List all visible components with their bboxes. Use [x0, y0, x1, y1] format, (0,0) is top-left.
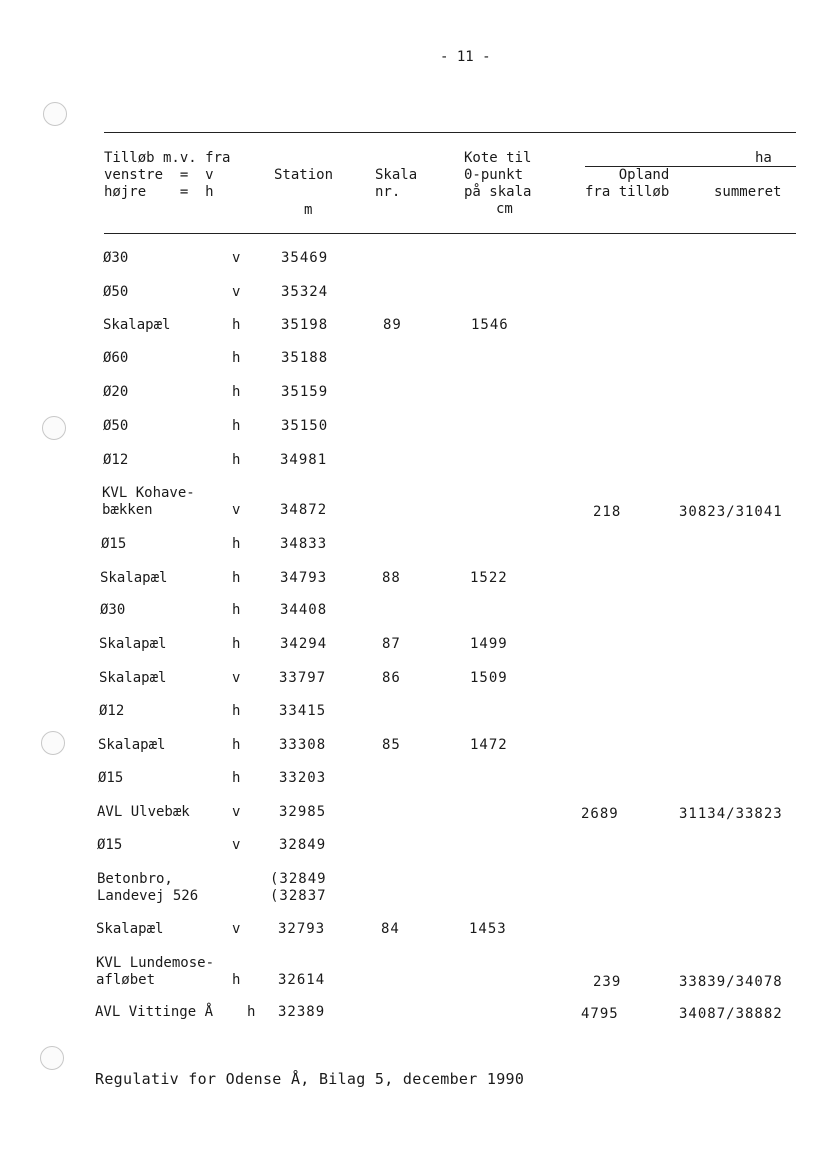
row-side: h [232, 384, 241, 400]
header-summeret: summeret [714, 184, 782, 200]
row-kote: 1472 [470, 737, 508, 753]
header-opland-unit: ha [755, 150, 772, 166]
row-side: v [232, 670, 241, 686]
row-summeret: 31134/33823 [679, 806, 783, 822]
header-tillob-line3: højre = h [104, 184, 214, 200]
row-name: Ø20 [103, 384, 129, 400]
row-station: 33797 [279, 670, 327, 686]
row-station: 34981 [280, 452, 328, 468]
row-side: h [232, 317, 241, 333]
row-skala: 88 [382, 570, 401, 586]
row-name: Skalapæl [98, 737, 166, 753]
row-station: 34833 [280, 536, 328, 552]
row-station: 32614 [278, 972, 326, 988]
row-name: Ø30 [100, 602, 126, 618]
header-kote-line3: på skala [464, 184, 532, 200]
row-summeret: 30823/31041 [679, 504, 783, 520]
header-kote-unit: cm [496, 201, 513, 217]
row-name: Landevej 526 [97, 888, 199, 904]
row-side: h [232, 602, 241, 618]
row-name: Ø15 [97, 837, 123, 853]
row-name: Skalapæl [100, 570, 168, 586]
row-kote: 1509 [470, 670, 508, 686]
row-side: h [232, 972, 241, 988]
row-kote: 1522 [470, 570, 508, 586]
row-name: Skalapæl [99, 636, 167, 652]
row-side: h [232, 536, 241, 552]
row-side: v [232, 837, 241, 853]
row-side: h [232, 770, 241, 786]
row-side: v [232, 921, 241, 937]
header-kote-line2: 0-punkt [464, 167, 524, 183]
row-station: 35324 [281, 284, 329, 300]
footer-text: Regulativ for Odense Å, Bilag 5, december 1990 [95, 1070, 525, 1088]
row-station: 33308 [279, 737, 327, 753]
row-fra-tillob: 239 [593, 974, 622, 990]
header-skala-line2: nr. [375, 184, 401, 200]
row-summeret: 34087/38882 [679, 1006, 783, 1022]
punch-hole-1 [43, 102, 67, 126]
row-fra-tillob: 4795 [581, 1006, 619, 1022]
row-skala: 85 [382, 737, 401, 753]
row-station: 35469 [281, 250, 329, 266]
row-station: 34408 [280, 602, 328, 618]
punch-hole-3 [41, 731, 65, 755]
row-name: Ø15 [101, 536, 127, 552]
row-name: Skalapæl [103, 317, 171, 333]
row-name: Ø60 [103, 350, 129, 366]
row-station: 34294 [280, 636, 328, 652]
table-header-rule [104, 233, 796, 234]
header-tillob-line1: Tilløb m.v. fra [104, 150, 231, 166]
header-station-unit: m [304, 202, 313, 218]
row-skala: 89 [383, 317, 402, 333]
row-name: Ø12 [99, 703, 125, 719]
row-side: v [232, 804, 241, 820]
row-name: afløbet [96, 972, 156, 988]
row-name: Ø50 [103, 284, 129, 300]
header-tillob-line2: venstre = v [104, 167, 214, 183]
row-name: Skalapæl [99, 670, 167, 686]
row-kote: 1499 [470, 636, 508, 652]
row-name: Ø15 [98, 770, 124, 786]
row-station: 32985 [279, 804, 327, 820]
row-skala: 84 [381, 921, 400, 937]
row-fra-tillob: 2689 [581, 806, 619, 822]
row-side: v [232, 284, 241, 300]
row-side: h [232, 452, 241, 468]
row-station: 32389 [278, 1004, 326, 1020]
row-name: KVL Kohave- [102, 485, 195, 501]
row-station: 35188 [281, 350, 329, 366]
row-name: Skalapæl [96, 921, 164, 937]
row-station: 34793 [280, 570, 328, 586]
row-name: AVL Vittinge Å [95, 1004, 214, 1020]
row-station: 35159 [281, 384, 329, 400]
header-station: Station [274, 167, 334, 183]
row-station: 32849 [279, 837, 327, 853]
header-fra-tillob: fra tilløb [585, 184, 670, 200]
row-station: 33415 [279, 703, 327, 719]
row-side: v [232, 502, 241, 518]
row-side: h [232, 570, 241, 586]
row-station: 34872 [280, 502, 328, 518]
row-station: (32849 [270, 871, 327, 887]
row-station: (32837 [270, 888, 327, 904]
row-skala: 87 [382, 636, 401, 652]
header-opland [585, 150, 796, 183]
row-name: Ø30 [103, 250, 129, 266]
punch-hole-2 [42, 416, 66, 440]
row-side: v [232, 250, 241, 266]
row-side: h [247, 1004, 256, 1020]
row-name: Ø50 [103, 418, 129, 434]
table-top-rule [104, 132, 796, 133]
row-name: Ø12 [103, 452, 129, 468]
header-kote-line1: Kote til [464, 150, 532, 166]
row-station: 32793 [278, 921, 326, 937]
row-name: KVL Lundemose- [96, 955, 215, 971]
row-skala: 86 [382, 670, 401, 686]
row-station: 35150 [281, 418, 329, 434]
row-fra-tillob: 218 [593, 504, 622, 520]
page-number: - 11 - [440, 49, 491, 65]
row-name: Betonbro, [97, 871, 173, 887]
header-opland-label: Opland [618, 167, 670, 183]
row-side: h [232, 418, 241, 434]
row-side: h [232, 737, 241, 753]
row-side: h [232, 636, 241, 652]
row-name: AVL Ulvebæk [97, 804, 190, 820]
row-summeret: 33839/34078 [679, 974, 783, 990]
punch-hole-4 [40, 1046, 64, 1070]
row-side: h [232, 703, 241, 719]
row-kote: 1453 [469, 921, 507, 937]
row-side: h [232, 350, 241, 366]
row-station: 35198 [281, 317, 329, 333]
row-kote: 1546 [471, 317, 509, 333]
row-station: 33203 [279, 770, 327, 786]
header-skala-line1: Skala [375, 167, 418, 183]
row-name: bækken [102, 502, 153, 518]
